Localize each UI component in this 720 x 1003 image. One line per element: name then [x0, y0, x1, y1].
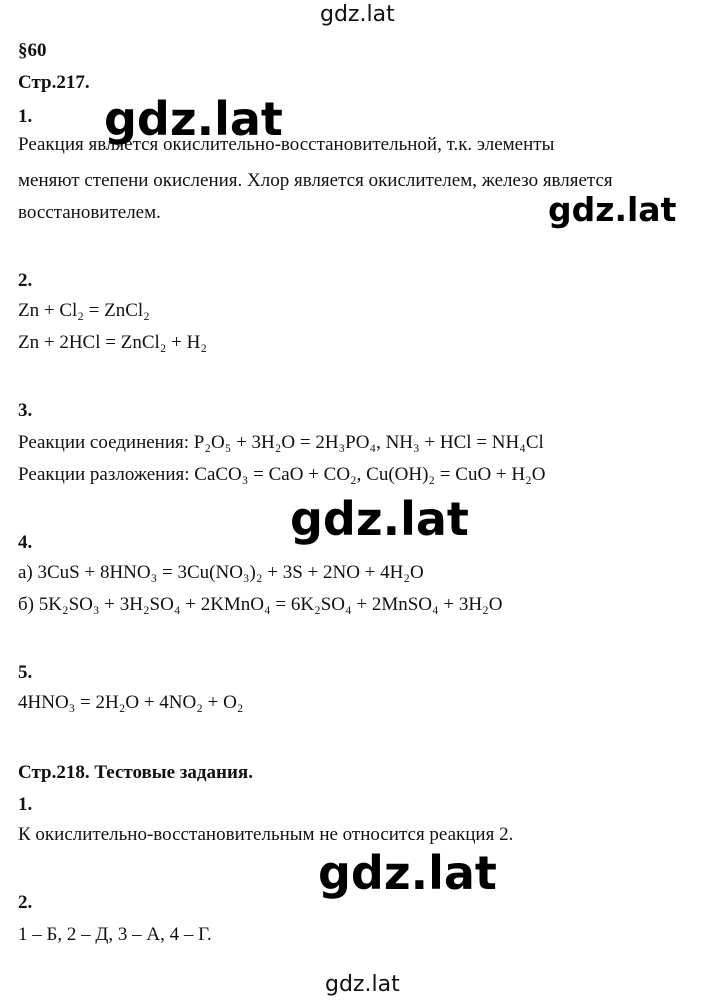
q1-line-3: восстановителем. [18, 202, 161, 223]
q3-line-1 [18, 428, 544, 458]
watermark-big-4: gdz.lat [318, 846, 497, 900]
q4-equation-a: а) 3CuS + 8HNO₃ = 3Cu(NO₃)₂ + 3S + 2NO + 4H₂O [18, 562, 424, 583]
watermark-big-2: gdz.lat [548, 190, 677, 229]
section-number: §60 [18, 40, 47, 61]
q3-line-1-equation: P₂O₅ + 3H₂O = 2H₃PO₄, NH₃ + HCl = NH₄Cl [193, 432, 544, 453]
watermark-big-3: gdz.lat [290, 492, 469, 546]
q1-number: 1. [18, 106, 33, 127]
test2-number: 2. [18, 892, 33, 913]
watermark-top: gdz.lat [320, 2, 395, 27]
q1-line-1: Реакция является окислительно-восстановительной, т.к. элементы [18, 134, 555, 155]
q3-number: 3. [18, 400, 33, 421]
watermark-bottom: gdz.lat [325, 972, 400, 997]
q5-equation: 4HNO₃ = 2H₂O + 4NO₂ + O₂ [18, 692, 244, 713]
test1-number: 1. [18, 794, 33, 815]
q4-number: 4. [18, 532, 33, 553]
q3-line-2-equation: CaCO₃ = CaO + CO₂, Cu(OH)₂ = CuO + H₂O [194, 464, 546, 485]
q1-line-2: меняют степени окисления. Хлор является окислителем, железо является [18, 170, 613, 191]
page-heading-218: Стр.218. Тестовые задания. [18, 762, 253, 783]
q2-number: 2. [18, 270, 33, 291]
q3-line-1-label: Реакции соединения: [18, 432, 194, 453]
q3-line-2 [18, 460, 545, 490]
q2-equation-1: Zn + Cl₂ = ZnCl₂ [18, 300, 150, 321]
test1-text: К окислительно-восстановительным не относится реакция 2. [18, 824, 514, 845]
q5-number: 5. [18, 662, 33, 683]
q2-equation-2: Zn + 2HCl = ZnCl₂ + H₂ [18, 332, 207, 353]
watermark-big-1: gdz.lat [104, 92, 283, 146]
q3-line-2-label: Реакции разложения: [18, 464, 195, 485]
test2-text: 1 – Б, 2 – Д, 3 – А, 4 – Г. [18, 924, 212, 945]
page-heading-217: Стр.217. [18, 72, 90, 93]
q4-equation-b: б) 5K₂SO₃ + 3H₂SO₄ + 2KMnO₄ = 6K₂SO₄ + 2MnSO₄ + 3H₂O [18, 594, 503, 615]
